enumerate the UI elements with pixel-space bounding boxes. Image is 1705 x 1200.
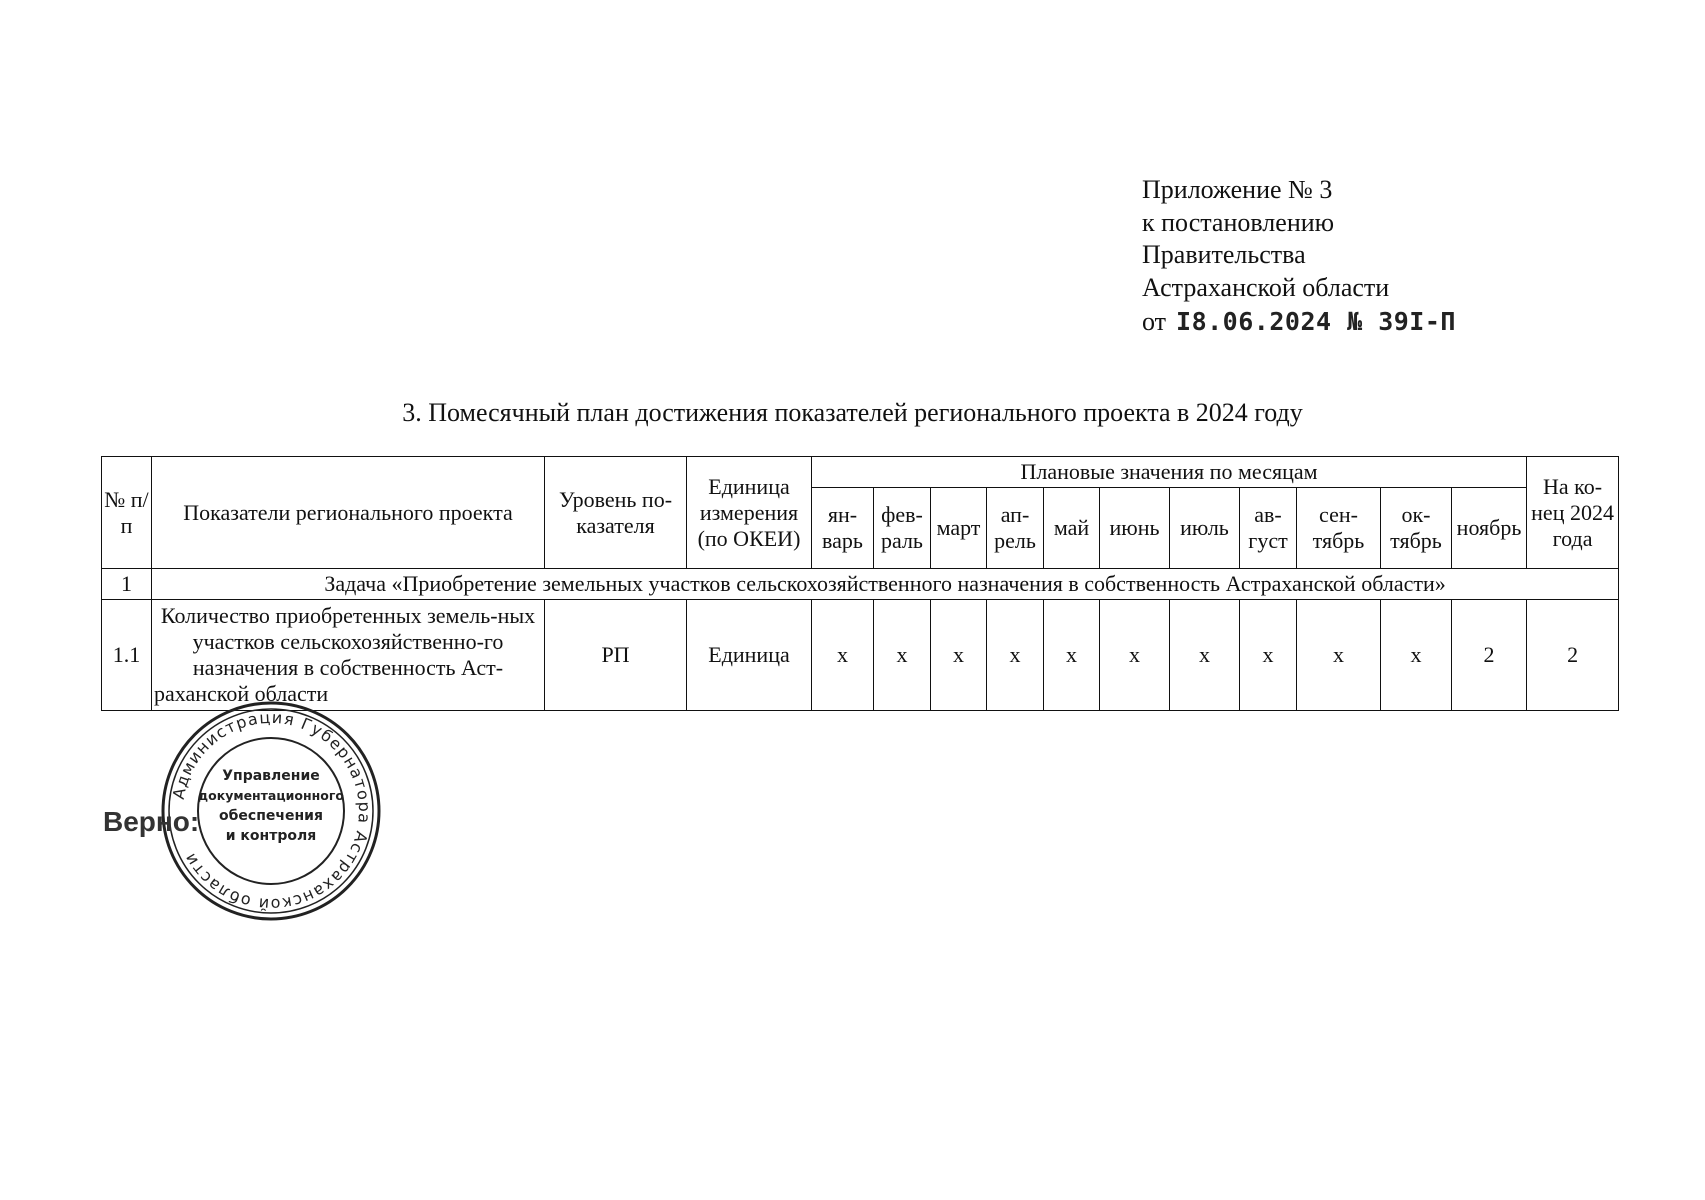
month-header: фев-раль — [874, 488, 931, 569]
row-month-value: x — [1297, 600, 1381, 711]
row-month-value: x — [1240, 600, 1297, 711]
appendix-line-4: Астраханской области — [1142, 272, 1390, 302]
month-header: ноябрь — [1452, 488, 1527, 569]
header-unit: Единица измерения (по ОКЕИ) — [687, 457, 812, 569]
row-month-value: x — [1170, 600, 1240, 711]
month-header: ав-густ — [1240, 488, 1297, 569]
task-num: 1 — [102, 569, 152, 600]
date-prefix: от — [1142, 307, 1167, 336]
verno-label: Верно: — [103, 806, 200, 837]
header-indicator: Показатели регионального проекта — [152, 457, 545, 569]
appendix-line-1: Приложение № 3 — [1142, 175, 1333, 204]
month-header: сен-тябрь — [1297, 488, 1381, 569]
row-month-value: x — [987, 600, 1044, 711]
row-level: РП — [545, 600, 687, 711]
task-row — [102, 569, 1619, 600]
appendix-block — [1142, 174, 1456, 339]
seal-inner-line-2: документационного — [198, 788, 344, 803]
month-header: июнь — [1100, 488, 1170, 569]
row-indicator: Количество приобретенных земель-ных участков сельскохозяйственно-го назначения в собственность Аст-раханской области — [152, 600, 545, 711]
header-level: Уровень по-казателя — [545, 457, 687, 569]
appendix-date-line — [1142, 306, 1456, 339]
month-header: июль — [1170, 488, 1240, 569]
table-row — [102, 600, 1619, 711]
row-month-value: x — [931, 600, 987, 711]
row-month-value: x — [1044, 600, 1100, 711]
appendix-line-3: Правительства — [1142, 240, 1306, 269]
row-unit: Единица — [687, 600, 812, 711]
seal-inner-line-1: Управление — [222, 768, 320, 784]
task-text: Задача «Приобретение земельных участков сельскохозяйственного назначения в собственность Астраханской области» — [152, 569, 1619, 600]
appendix-line-2: к постановлению — [1142, 207, 1335, 237]
header-end-of-year: На ко-нец 2024 года — [1527, 457, 1619, 569]
header-num: № п/п — [102, 457, 152, 569]
month-header: ян-варь — [812, 488, 874, 569]
monthly-plan-table — [101, 456, 1619, 711]
header-planned-values: Плановые значения по месяцам — [812, 457, 1527, 488]
seal-inner-line-3: обеспечения — [219, 808, 323, 824]
seal-inner-line-4: и контроля — [225, 828, 317, 844]
month-header: май — [1044, 488, 1100, 569]
row-num: 1.1 — [102, 600, 152, 711]
row-end-of-year: 2 — [1527, 600, 1619, 711]
row-month-value: x — [874, 600, 931, 711]
row-month-value: x — [1381, 600, 1452, 711]
month-header: март — [931, 488, 987, 569]
month-header: ок-тябрь — [1381, 488, 1452, 569]
row-month-value: 2 — [1452, 600, 1527, 711]
month-header: ап-рель — [987, 488, 1044, 569]
resolution-date-number: I8.06.2024 № 39I-П — [1176, 307, 1456, 336]
document-title: 3. Помесячный план достижения показателей регионального проекта в 2024 году — [402, 398, 1303, 427]
row-month-value: x — [1100, 600, 1170, 711]
row-month-value: x — [812, 600, 874, 711]
seal-outer-text: Администрация Губернатора Астраханской области — [168, 707, 375, 915]
